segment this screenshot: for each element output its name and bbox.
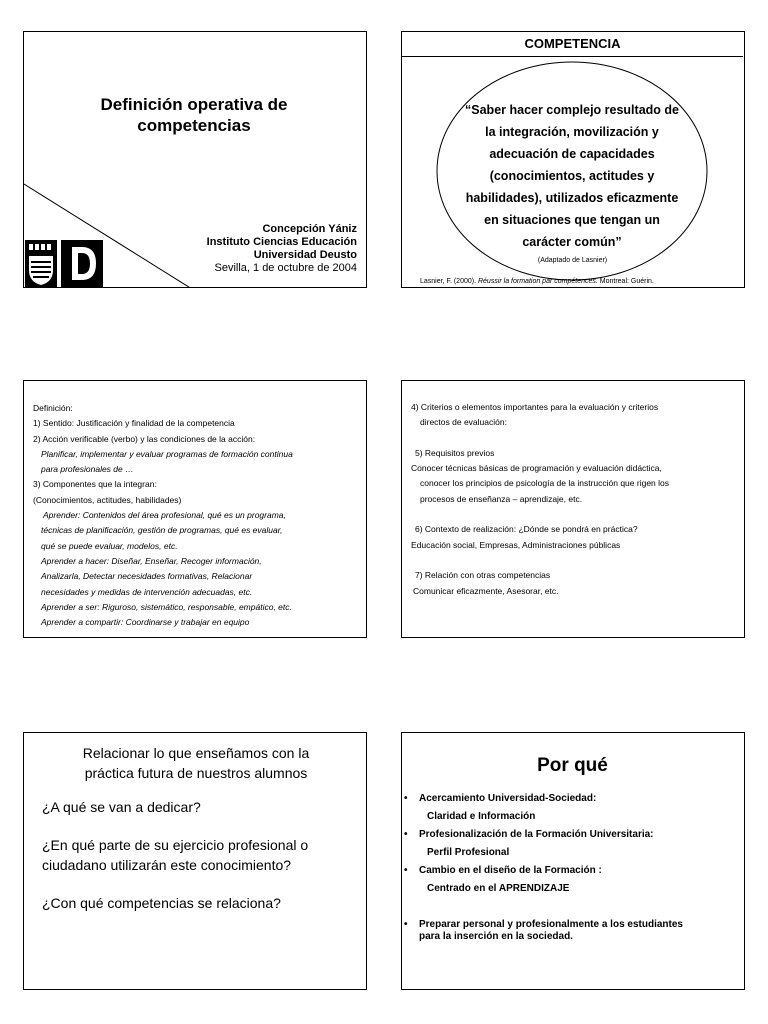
text-line xyxy=(411,507,669,522)
text-line: qué se puede evaluar, modelos, etc. xyxy=(41,540,178,551)
bullet-icon: • xyxy=(404,919,408,930)
text-line: 4) Criterios o elementos importantes para la evaluación y criterios xyxy=(411,402,659,412)
heading-line-2: práctica futura de nuestros alumnos xyxy=(84,765,308,781)
text-line: directos de evaluación: xyxy=(420,417,507,428)
date-text: Sevilla, 1 de octubre de 2004 xyxy=(214,262,357,274)
list-item xyxy=(404,865,734,895)
slide-header: COMPETENCIA xyxy=(402,32,743,57)
reference xyxy=(420,278,654,285)
text-line xyxy=(411,431,669,446)
text-line: necesidades y medidas de intervención adecuadas, etc. xyxy=(41,586,253,597)
slide-title xyxy=(23,31,367,288)
text-line: Educación social, Empresas, Administraciones públicas xyxy=(411,539,621,550)
reference-publisher: Montreal: Guérin. xyxy=(597,278,654,285)
text-line: Analizarla, Detectar necesidades formativas, Relacionar xyxy=(41,571,253,582)
question-3: ¿Con qué competencias se relaciona? xyxy=(42,895,281,911)
quote-line: “Saber hacer complejo resultado de xyxy=(465,103,679,117)
university-name: Universidad Deusto xyxy=(253,249,357,261)
slide-heading: Por qué xyxy=(537,755,608,776)
page-title xyxy=(24,94,364,136)
list-item-subtext: Perfil Profesional xyxy=(427,847,510,858)
text-line: 3) Componentes que la integran: xyxy=(33,479,157,490)
text-line: 5) Requisitos previos xyxy=(415,447,495,458)
text-line: 2) Acción verificable (verbo) y las condiciones de la acción: xyxy=(33,433,256,444)
list-item xyxy=(404,793,734,823)
text-line: Aprender a ser: Riguroso, sistemático, responsable, empático, etc. xyxy=(41,601,292,612)
slide-definicion xyxy=(23,380,367,638)
quote-line: la integración, movilización y xyxy=(485,125,659,139)
list-item-text: Preparar personal y profesionalmente a los estudiantes xyxy=(419,919,683,930)
slide-por-que xyxy=(401,732,745,990)
list-item xyxy=(404,919,734,943)
quote-line: habilidades), utilizados eficazmente xyxy=(465,191,679,205)
reference-author: Lasnier, F. (2000). xyxy=(420,278,478,285)
question-1: ¿A qué se van a dedicar? xyxy=(42,799,201,815)
text-line: 6) Contexto de realización: ¿Dónde se pondrá en práctica? xyxy=(415,524,638,535)
text-line: 7) Relación con otras competencias xyxy=(415,570,551,581)
bullet-icon: • xyxy=(404,829,408,840)
list-item-subtext: Claridad e Información xyxy=(427,811,536,822)
text-line: Aprender a hacer: Diseñar, Enseñar, Recoger información, xyxy=(41,555,262,566)
bullet-icon: • xyxy=(404,865,408,876)
list-item xyxy=(404,829,734,859)
bullet-icon: • xyxy=(404,793,408,804)
text-line: conocer los principios de psicología de la instrucción que rigen los xyxy=(420,478,670,489)
text-line: Planificar, implementar y evaluar programas de formación continua xyxy=(41,448,293,459)
quote-line: (conocimientos, actitudes y xyxy=(489,169,655,183)
text-line: para profesionales de … xyxy=(41,464,134,475)
list-item-text: Profesionalización de la Formación Universitaria: xyxy=(419,829,654,840)
text-line: 1) Sentido: Justificación y finalidad de la competencia xyxy=(33,418,235,429)
institute-name: Instituto Ciencias Educación xyxy=(206,236,357,248)
adapted-note: (Adaptado de Lasnier) xyxy=(537,257,608,264)
author-name: Concepción Yániz xyxy=(262,223,357,235)
quote-line: carácter común” xyxy=(522,235,622,249)
author-block xyxy=(157,223,357,275)
text-line: Aprender a compartir: Coordinarse y trabajar en equipo xyxy=(41,617,250,628)
reasons-list xyxy=(404,793,734,943)
deusto-logo xyxy=(25,240,105,288)
slide-relacionar xyxy=(23,732,367,990)
text-line: procesos de enseñanza – aprendizaje, etc. xyxy=(420,493,583,504)
text-line: Aprender: Contenidos del área profesional, qué es un programa, xyxy=(43,510,286,521)
question-2-line-2: ciudadano utilizarán este conocimiento? xyxy=(42,857,292,873)
text-line: (Conocimientos, actitudes, habilidades) xyxy=(33,494,182,505)
list-item-text: Cambio en el diseño de la Formación : xyxy=(419,865,602,876)
slide-heading xyxy=(42,743,350,783)
quote-line: adecuación de capacidades xyxy=(489,147,655,161)
title-line-1: Definición operativa de xyxy=(100,95,288,114)
question-2-line-1: ¿En qué parte de su ejercicio profesional o xyxy=(42,837,309,853)
quote-line: en situaciones que tengan un xyxy=(484,213,660,227)
text-line: técnicas de planificación, gestión de programas, qué es evaluar, xyxy=(41,525,283,536)
text-line: Definición: xyxy=(33,403,73,413)
text-line: Comunicar eficazmente, Asesorar, etc. xyxy=(413,585,559,596)
list-item-text: Acercamiento Universidad-Sociedad: xyxy=(419,793,597,804)
text-line xyxy=(411,553,669,568)
title-line-2: competencias xyxy=(137,116,251,135)
definition-quote xyxy=(456,99,688,253)
reference-title: Réussir la formation par compétences. xyxy=(477,278,598,285)
text-line: Conocer técnicas básicas de programación y evaluación didáctica, xyxy=(411,463,662,474)
question-2 xyxy=(42,835,350,875)
heading-line-1: Relacionar lo que enseñamos con la xyxy=(82,745,310,761)
list-item-subtext: Centrado en el APRENDIZAJE xyxy=(427,883,570,894)
criteria-list xyxy=(411,400,669,599)
list-item-text: para la inserción en la sociedad. xyxy=(419,931,573,942)
definition-list xyxy=(33,401,293,630)
slide-criterios xyxy=(401,380,745,638)
slide-competencia xyxy=(401,31,745,288)
questions-block xyxy=(42,743,350,913)
